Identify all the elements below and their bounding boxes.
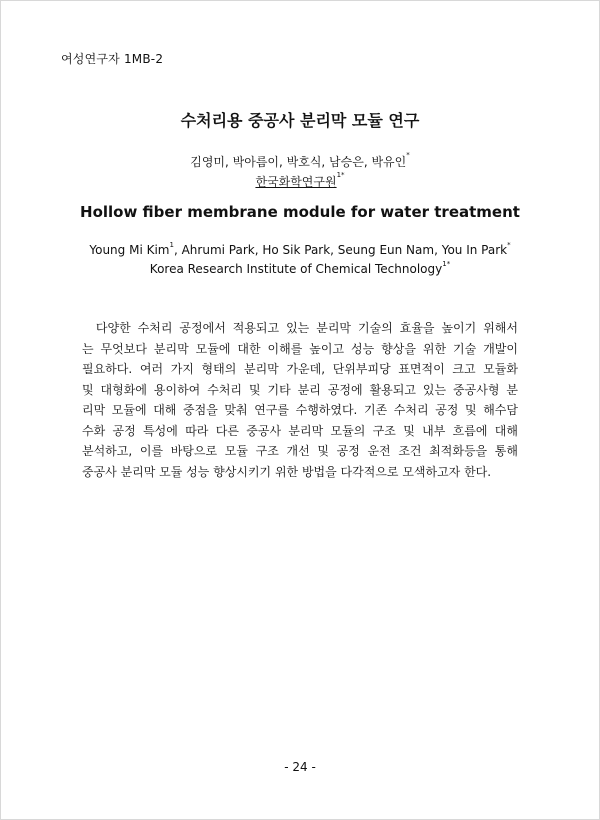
- affiliation-english-name: Korea Research Institute of Chemical Technology: [149, 262, 443, 276]
- authors-korean-names: 김영미, 박아름이, 박호식, 남승은, 박유인: [190, 155, 407, 169]
- abstract-line: 는 무엇보다 분리막 모듈에 대한 이해를 높이고 성능 향상을 위한 기술 개발이: [82, 341, 518, 356]
- affiliation-english-mark: 1*: [442, 260, 451, 268]
- affiliation-korean-name: 한국화학연구원: [255, 175, 337, 189]
- page-number: - 24 -: [284, 760, 316, 774]
- abstract-line: 다양한 수처리 공정에서 적용되고 있는 분리막 기술의 효율을 높이기 위해서: [82, 321, 518, 335]
- authors-english-rest: , Ahrumi Park, Ho Sik Park, Seung Eun Nam, You In Park: [173, 243, 508, 257]
- authors-korean: [0, 153, 600, 170]
- session-code: 여성연구자 1MB-2: [61, 52, 164, 66]
- authors-english-lead: Young Mi Kim: [89, 243, 170, 257]
- abstract-line: 필요하다. 여러 가지 형태의 분리막 가운데, 단위부피당 표면적이 크고 모듈화: [82, 362, 518, 376]
- authors-english-lead-mark: 1: [169, 241, 174, 249]
- affiliation-english: [0, 262, 600, 276]
- abstract-body: [82, 318, 518, 482]
- abstract-line: 및 대형화에 용이하여 수처리 및 기타 분리 공정에 활용되고 있는 중공사형 분: [82, 382, 518, 397]
- abstract-line: 수화 공정 특성에 따라 다른 중공사 분리막 모듈의 구조 및 내부 흐름에 대해: [82, 423, 518, 438]
- authors-korean-mark: *: [406, 151, 410, 159]
- authors-english-mark: *: [507, 241, 511, 249]
- paper-title-korean: 수처리용 중공사 분리막 모듈 연구: [180, 111, 420, 130]
- paper-title-english: Hollow fiber membrane module for water treatment: [80, 203, 520, 221]
- abstract-line: 분석하고, 이를 바탕으로 모듈 구조 개선 및 공정 운전 조건 최적화등을 통해: [82, 444, 518, 458]
- authors-english: [0, 243, 600, 257]
- affiliation-korean-mark: 1*: [336, 171, 345, 179]
- abstract-line: 중공사 분리막 모듈 성능 향상시키기 위한 방법을 다각적으로 모색하고자 한다.: [82, 464, 492, 479]
- affiliation-korean: [0, 173, 600, 190]
- abstract-line: 리막 모듈에 대해 중점을 맞춰 연구를 수행하였다. 기존 수처리 공정 및 해수담: [82, 403, 518, 417]
